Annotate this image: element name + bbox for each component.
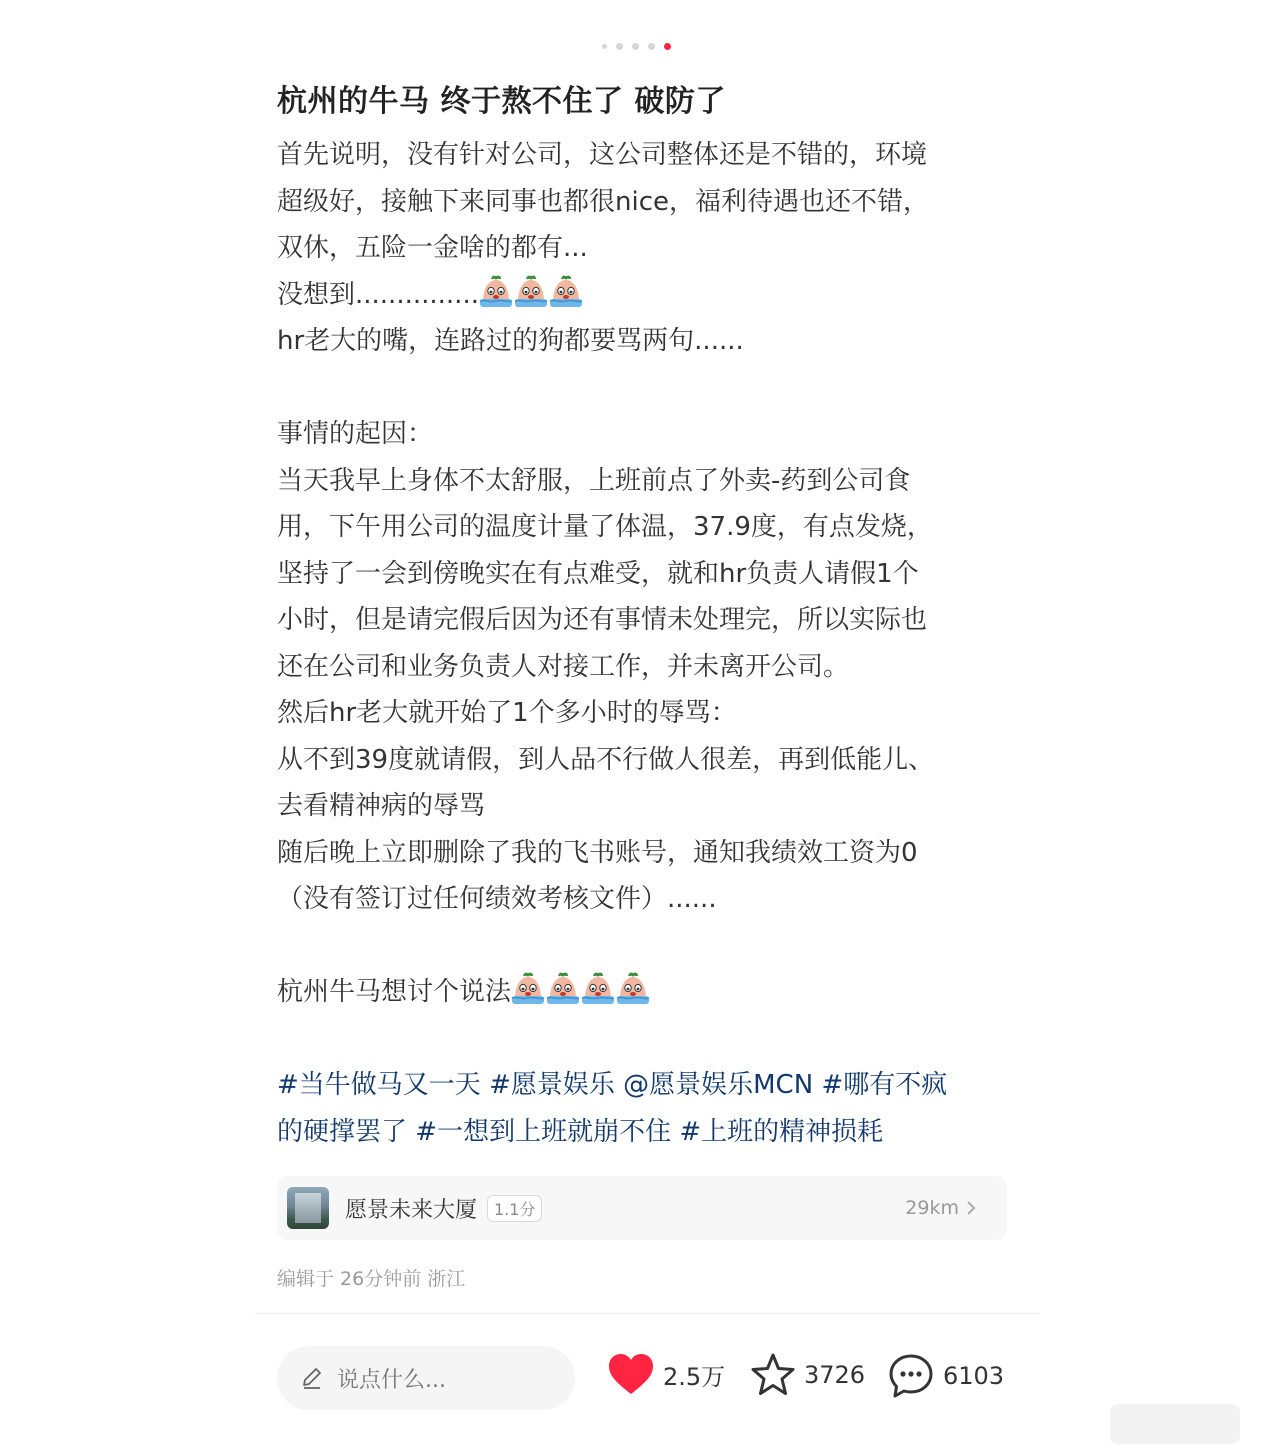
tag-line <box>277 1109 1007 1156</box>
hashtag-link[interactable]: #愿景娱乐 <box>489 1070 615 1100</box>
carousel-dot <box>664 43 671 50</box>
body-line <box>277 179 1007 226</box>
body-line <box>277 365 1007 412</box>
body-line-text: 超级好，接触下来同事也都很nice，福利待遇也还不错， <box>277 186 929 217</box>
carousel-dot <box>602 44 607 49</box>
comment-input[interactable] <box>277 1346 575 1410</box>
hashtag-link[interactable]: @愿景娱乐MCN <box>623 1070 814 1100</box>
edit-timestamp: 编辑于 26分钟前 浙江 <box>277 1268 466 1290</box>
carousel-dot <box>616 43 623 50</box>
location-thumbnail <box>287 1187 329 1229</box>
body-line-text: 没想到............... <box>277 279 479 310</box>
tag-list <box>277 1062 1007 1155</box>
chevron-right-icon <box>965 1199 977 1217</box>
favorite-button[interactable] <box>750 1352 865 1398</box>
divider <box>255 1313 1040 1314</box>
body-line-text: 去看精神病的辱骂 <box>277 791 486 821</box>
body-line <box>277 876 1007 923</box>
comment-bubble-icon <box>887 1352 935 1400</box>
post-body <box>277 132 1007 1155</box>
like-count: 2.5万 <box>663 1362 726 1391</box>
location-score-badge: 1.1分 <box>487 1195 542 1222</box>
body-line-text: 还在公司和业务负责人对接工作，并未离开公司。 <box>277 651 850 682</box>
body-line <box>277 1016 1007 1063</box>
body-line-text: 首先说明，没有针对公司，这公司整体还是不错的，环境 <box>277 140 928 170</box>
hashtag-link[interactable]: #哪有不疯 <box>821 1070 948 1100</box>
comment-button[interactable] <box>887 1352 1004 1400</box>
tag-line <box>277 1062 1007 1109</box>
location-distance <box>905 1197 977 1219</box>
body-line <box>277 272 1007 319</box>
body-line-text: 随后晚上立即删除了我的飞书账号，通知我绩效工资为0 <box>277 837 918 868</box>
body-line <box>277 830 1007 877</box>
hashtag-link[interactable]: #一想到上班就崩不住 <box>415 1116 672 1147</box>
body-line <box>277 923 1007 970</box>
body-line-text: 坚持了一会到傍晚实在有点难受，就和hr负责人请假1个 <box>277 558 919 589</box>
crying-emoji-icon <box>479 274 513 308</box>
body-line <box>277 737 1007 784</box>
heart-icon <box>607 1352 655 1396</box>
location-distance-text: 29km <box>905 1197 959 1219</box>
body-line <box>277 318 1007 365</box>
body-line <box>277 783 1007 830</box>
favorite-count: 3726 <box>804 1361 866 1389</box>
crying-emoji-icon <box>581 971 615 1005</box>
body-line-text: 用，下午用公司的温度计量了体温，37.9度，有点发烧， <box>277 512 933 542</box>
body-line <box>277 504 1007 551</box>
like-button[interactable] <box>607 1352 725 1396</box>
pencil-icon <box>299 1365 325 1391</box>
watermark <box>1110 1404 1240 1444</box>
body-line-text: 从不到39度就请假，到人品不行做人很差，再到低能儿、 <box>277 744 935 775</box>
carousel-indicator <box>602 43 671 50</box>
body-line-text: 杭州牛马想讨个说法 <box>277 977 512 1007</box>
body-line-text: 双休，五险一金啥的都有... <box>277 233 588 263</box>
hashtag-link[interactable]: 的硬撑罢了 <box>277 1116 408 1147</box>
body-line-text: 小时，但是请完假后因为还有事情未处理完，所以实际也 <box>277 605 928 635</box>
body-line <box>277 411 1007 458</box>
body-line <box>277 644 1007 691</box>
carousel-dot <box>648 43 655 50</box>
location-name: 愿景未来大厦 <box>345 1197 478 1223</box>
body-line-text: 事情的起因： <box>277 419 434 449</box>
hashtag-link[interactable]: #当牛做马又一天 <box>277 1070 481 1100</box>
star-icon <box>750 1352 796 1398</box>
body-line <box>277 225 1007 272</box>
hashtag-link[interactable]: #上班的精神损耗 <box>679 1116 884 1147</box>
body-line-text: 然后hr老大就开始了1个多小时的辱骂： <box>277 698 737 728</box>
body-line-text: 当天我早上身体不太舒服，上班前点了外卖-药到公司食 <box>277 465 911 496</box>
location-card[interactable] <box>277 1176 1007 1240</box>
comment-placeholder: 说点什么... <box>337 1367 446 1393</box>
body-line <box>277 597 1007 644</box>
carousel-dot <box>632 43 639 50</box>
body-line-text: （没有签订过任何绩效考核文件）...... <box>277 884 717 914</box>
body-line-text: hr老大的嘴，连路过的狗都要骂两句...... <box>277 326 744 356</box>
post-title: 杭州的牛马 终于熬不住了 破防了 <box>277 84 726 119</box>
body-line <box>277 551 1007 598</box>
crying-emoji-icon <box>514 274 548 308</box>
crying-emoji-icon <box>616 971 650 1005</box>
crying-emoji-icon <box>546 971 580 1005</box>
crying-emoji-icon <box>511 971 545 1005</box>
comment-count: 6103 <box>943 1362 1005 1390</box>
body-line <box>277 969 1007 1016</box>
body-line <box>277 690 1007 737</box>
crying-emoji-icon <box>549 274 583 308</box>
body-line <box>277 132 1007 179</box>
body-line <box>277 458 1007 505</box>
